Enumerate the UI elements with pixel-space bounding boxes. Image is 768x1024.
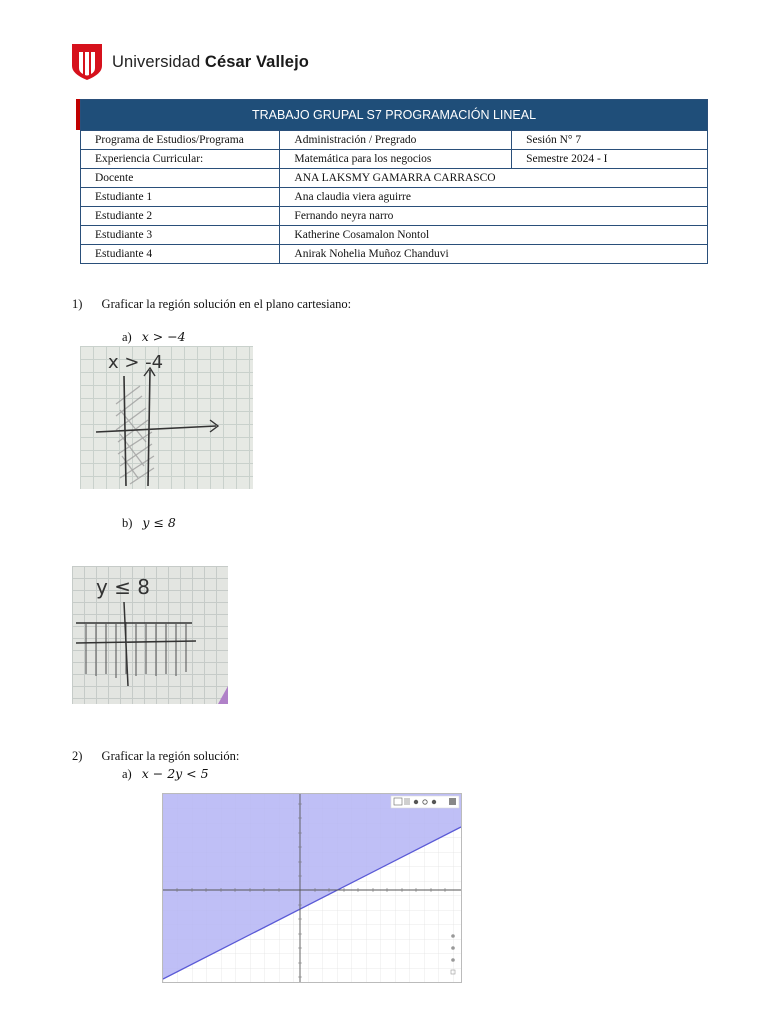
handwritten-graph-photo-a: [80, 346, 253, 489]
table-cell: Matemática para los negocios: [280, 150, 512, 169]
table-row: [81, 188, 708, 207]
table-cell: Estudiante 4: [81, 245, 280, 264]
table-title: TRABAJO GRUPAL S7 PROGRAMACIÓN LINEAL: [81, 100, 708, 131]
subquestion-label: a): [122, 330, 132, 344]
sketch-drawing: [72, 566, 228, 704]
inequality-expression: y ≤ 8: [142, 515, 176, 530]
table-cell: Katherine Cosamalon Nontol: [280, 226, 708, 245]
table-row: [81, 245, 708, 264]
shield-logo-icon: [72, 44, 102, 80]
table-cell: Fernando neyra narro: [280, 207, 708, 226]
table-cell: Estudiante 3: [81, 226, 280, 245]
inequality-expression: x > −4: [141, 329, 186, 344]
question-number: 2): [72, 749, 83, 763]
subquestion-label: a): [122, 767, 132, 781]
table-cell: Sesión N° 7: [512, 131, 708, 150]
inequality-expression: x − 2y < 5: [141, 766, 209, 781]
question-text: Graficar la región solución:: [101, 749, 240, 763]
table-row: [81, 207, 708, 226]
table-cell: Estudiante 1: [81, 188, 280, 207]
student-info-table: [80, 99, 708, 264]
university-logo: [72, 44, 309, 80]
table-cell: Semestre 2024 - I: [512, 150, 708, 169]
table-cell: Docente: [81, 169, 280, 188]
table-row: [81, 150, 708, 169]
table-row: [81, 226, 708, 245]
table-cell: Programa de Estudios/Programa: [81, 131, 280, 150]
table-cell: Administración / Pregrado: [280, 131, 512, 150]
table-cell: ANA LAKSMY GAMARRA CARRASCO: [280, 169, 708, 188]
table-row: [81, 169, 708, 188]
logo-text: Universidad César Vallejo: [112, 52, 309, 71]
table-cell: Anirak Nohelia Muñoz Chanduvi: [280, 245, 708, 264]
question-2: [72, 749, 239, 764]
table-row: [81, 131, 708, 150]
table-cell: Experiencia Curricular:: [81, 150, 280, 169]
table-cell: Estudiante 2: [81, 207, 280, 226]
question-2a: [122, 766, 209, 782]
question-1a: [122, 329, 186, 345]
sketch-drawing: [80, 346, 253, 489]
handwritten-graph-photo-b: [72, 566, 228, 704]
question-number: 1): [72, 297, 83, 311]
table-cell: Ana claudia viera aguirre: [280, 188, 708, 207]
question-text: Graficar la región solución en el plano cartesiano:: [101, 297, 352, 311]
geogebra-graph[interactable]: [162, 793, 462, 983]
graph-canvas[interactable]: [163, 794, 461, 982]
question-1: [72, 297, 351, 312]
subquestion-label: b): [122, 516, 133, 530]
question-1b: [122, 515, 176, 531]
sketch-text: y ≤ 8: [96, 575, 151, 599]
graph-toolbar[interactable]: [391, 796, 459, 808]
sketch-text: x > -4: [108, 352, 164, 373]
